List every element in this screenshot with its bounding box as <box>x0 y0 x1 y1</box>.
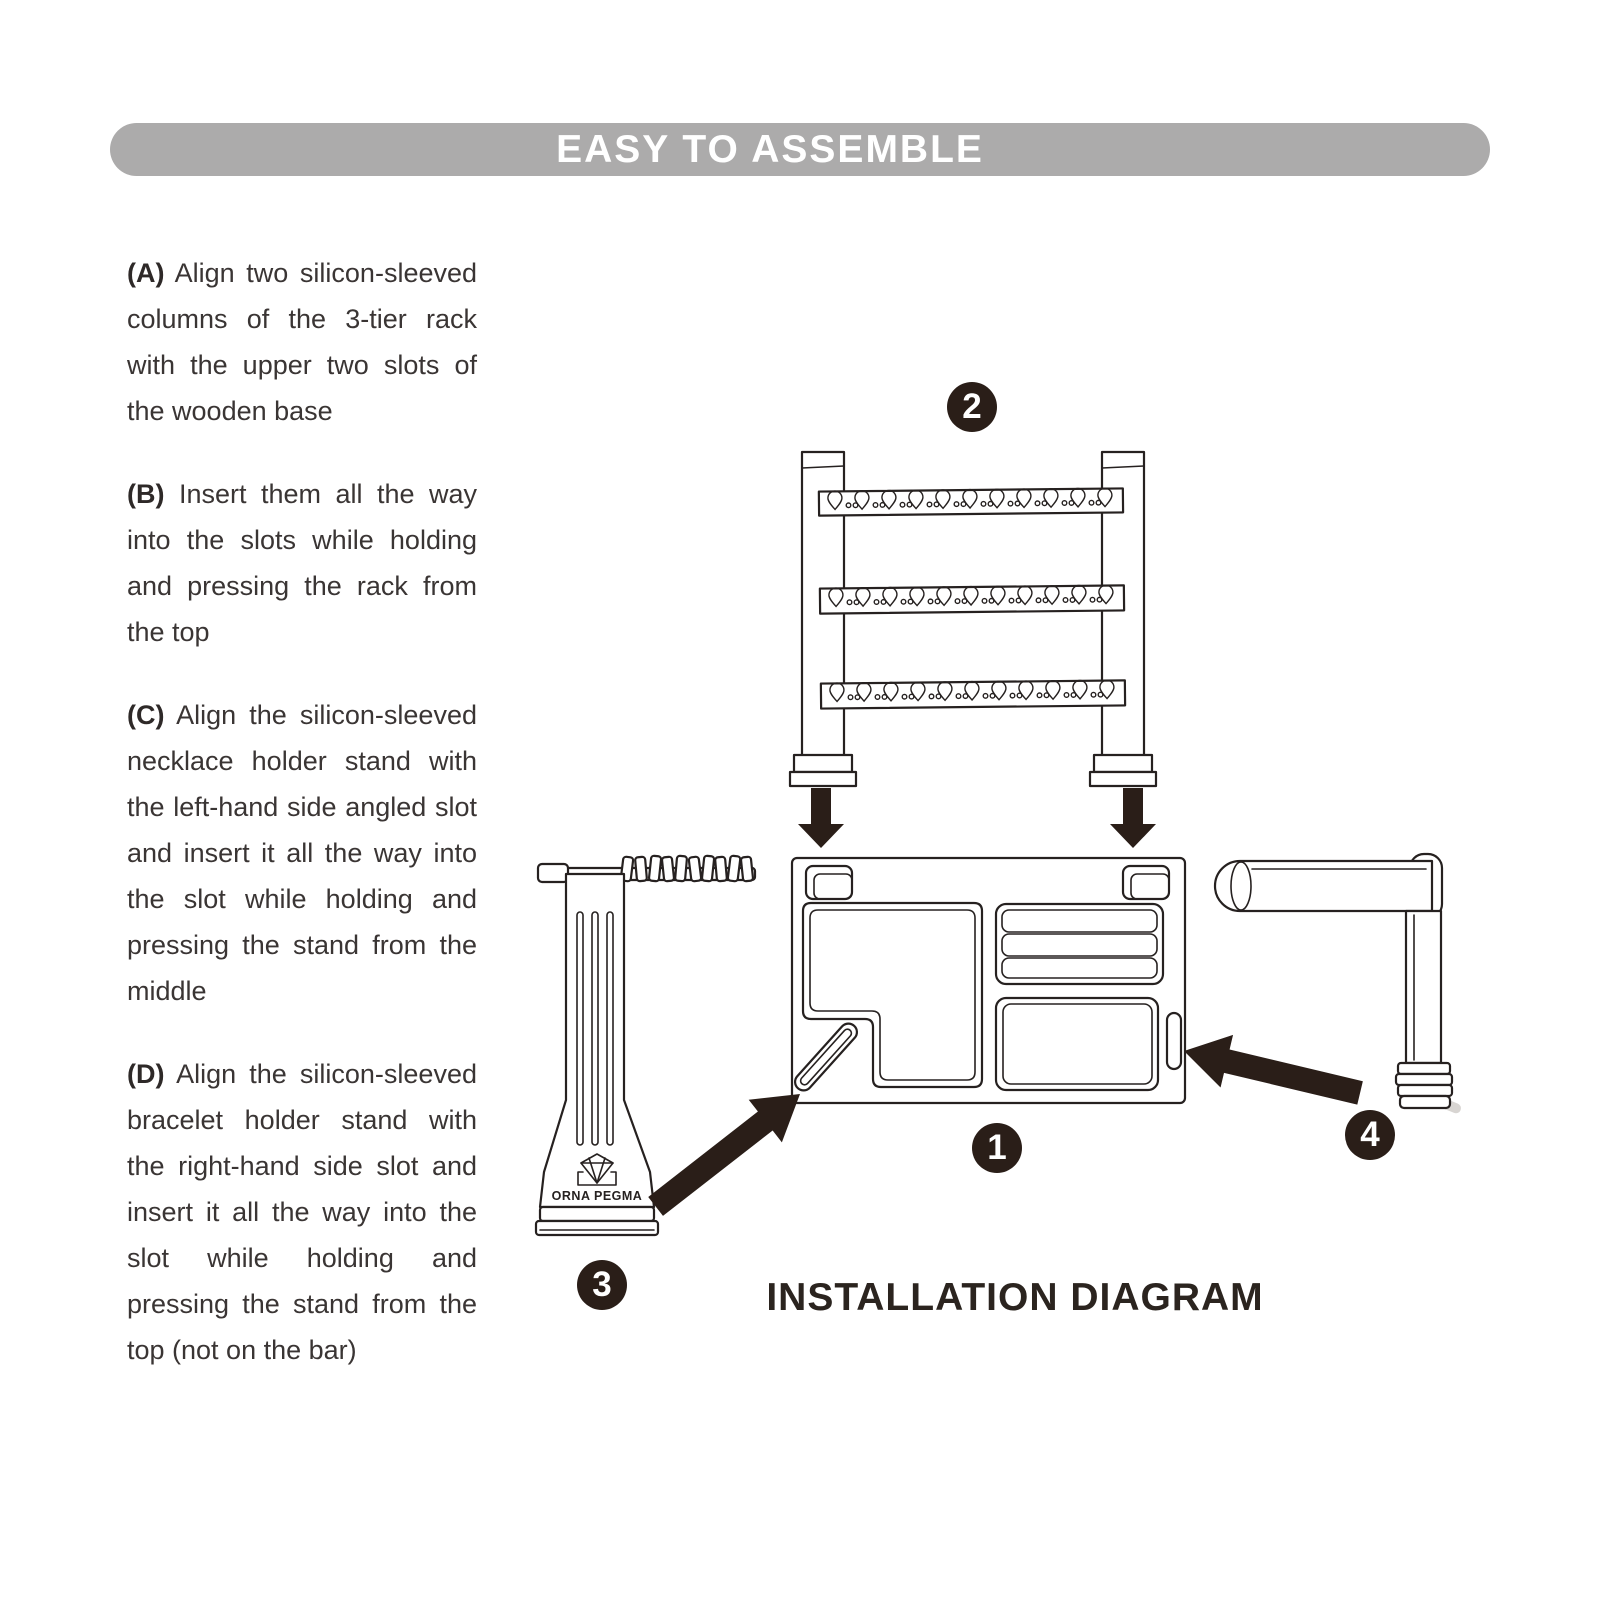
step-a-text: Align two silicon-sleeved columns of the 3-tier rack with the upper two slots of the wooden base <box>127 258 478 426</box>
bracelet-column <box>1406 911 1441 1063</box>
brand-text: ORNA PEGMA <box>551 1189 643 1203</box>
necklace-stand-foot <box>536 1207 658 1235</box>
insert-down-arrow-right <box>1110 788 1156 848</box>
rack-earring-bars <box>819 488 1125 709</box>
insert-down-arrow-left <box>798 788 844 848</box>
badge-necklace: 3 <box>577 1260 627 1310</box>
wooden-base <box>792 858 1185 1103</box>
diagram-caption: INSTALLATION DIAGRAM <box>766 1276 1264 1319</box>
insert-arrow-left <box>1178 1025 1367 1119</box>
step-d-label: (D) <box>127 1059 165 1089</box>
base-ring-compartment <box>996 904 1163 984</box>
page-title: EASY TO ASSEMBLE <box>556 127 984 171</box>
step-b-label: (B) <box>127 479 165 509</box>
badge-rack: 2 <box>947 382 997 432</box>
base-lower-compartment <box>996 998 1158 1090</box>
base-bracelet-slot <box>1167 1013 1181 1069</box>
step-b-text: Insert them all the way into the slots while holding and pressing the rack from the top <box>127 479 477 647</box>
step-c-text: Align the silicon-sleeved necklace holder stand with the left-hand side angled slot and insert it all the way into the slot while holding and pressing the stand from the middle <box>127 700 477 1006</box>
step-a-label: (A) <box>127 258 165 288</box>
insert-arrow-up-right <box>639 1073 817 1228</box>
step-d-text: Align the silicon-sleeved bracelet holder stand with the right-hand side slot and insert it all the way into the slot while holding and pressing the stand from the top (not on the bar) <box>127 1059 477 1365</box>
bracelet-silicon-sleeve <box>1396 1063 1452 1108</box>
bracelet-bar <box>1215 861 1432 911</box>
badge-bracelet: 4 <box>1345 1110 1395 1160</box>
necklace-column <box>540 874 654 1207</box>
step-c-label: (C) <box>127 700 165 730</box>
earring-rack <box>790 452 1156 786</box>
base-column-slot-right <box>1123 866 1169 899</box>
badge-base: 1 <box>972 1123 1022 1173</box>
base-column-slot-left <box>806 866 852 899</box>
necklace-stand <box>536 855 755 1235</box>
